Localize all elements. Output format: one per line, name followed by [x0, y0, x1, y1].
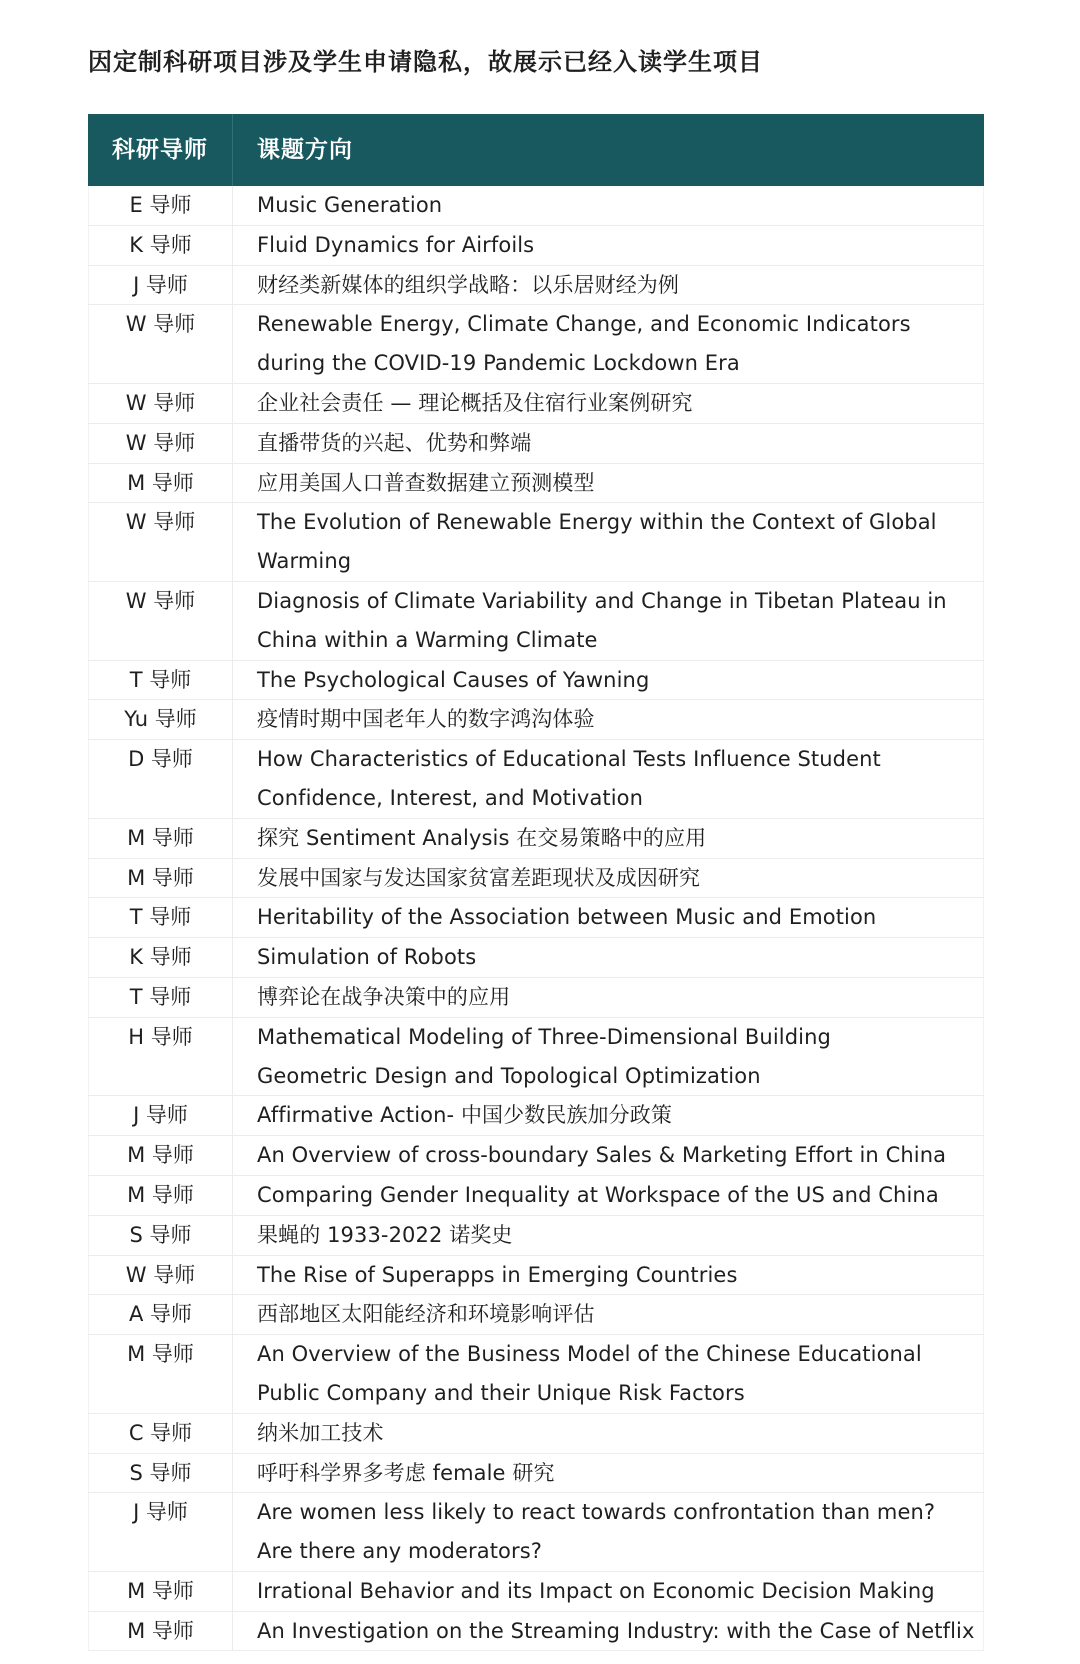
advisor-cell: M 导师 — [88, 1612, 233, 1651]
topic-cell: 果蝇的 1933-2022 诺奖史 — [233, 1216, 984, 1255]
advisor-cell: T 导师 — [88, 661, 233, 700]
table-row — [88, 1335, 984, 1414]
advisor-cell: M 导师 — [88, 1335, 233, 1413]
table-row — [88, 938, 984, 978]
table-row — [88, 1216, 984, 1256]
advisor-cell: K 导师 — [88, 938, 233, 977]
topic-cell: How Characteristics of Educational Tests Influence Student Confidence, Interest, and Motivation — [233, 740, 984, 818]
table-row — [88, 1414, 984, 1454]
advisor-cell: D 导师 — [88, 740, 233, 818]
topic-cell: 西部地区太阳能经济和环境影响评估 — [233, 1295, 984, 1334]
table-row — [88, 266, 984, 306]
table-row — [88, 661, 984, 701]
table-row — [88, 819, 984, 859]
table-row — [88, 503, 984, 582]
table-row — [88, 1018, 984, 1097]
topic-cell: The Rise of Superapps in Emerging Countries — [233, 1256, 984, 1295]
topic-cell: Affirmative Action- 中国少数民族加分政策 — [233, 1096, 984, 1135]
table-row — [88, 1493, 984, 1572]
table-row — [88, 582, 984, 661]
table-row — [88, 898, 984, 938]
table-row — [88, 384, 984, 424]
header-advisor: 科研导师 — [88, 114, 233, 186]
table-row — [88, 978, 984, 1018]
topic-cell: Renewable Energy, Climate Change, and Economic Indicators during the COVID-19 Pandemic Lockdown Era — [233, 305, 984, 383]
table-row — [88, 305, 984, 384]
advisor-cell: W 导师 — [88, 503, 233, 581]
advisor-cell: S 导师 — [88, 1454, 233, 1493]
advisor-cell: T 导师 — [88, 978, 233, 1017]
topic-cell: 呼吁科学界多考虑 female 研究 — [233, 1454, 984, 1493]
table-row — [88, 1572, 984, 1612]
topic-cell: An Overview of cross-boundary Sales & Marketing Effort in China — [233, 1136, 984, 1175]
table-row — [88, 464, 984, 504]
advisor-cell: M 导师 — [88, 1572, 233, 1611]
research-projects-table — [88, 114, 984, 1651]
topic-cell: An Overview of the Business Model of the Chinese Educational Public Company and their Unique Risk Factors — [233, 1335, 984, 1413]
topic-cell: Heritability of the Association between Music and Emotion — [233, 898, 984, 937]
topic-cell: The Psychological Causes of Yawning — [233, 661, 984, 700]
advisor-cell: S 导师 — [88, 1216, 233, 1255]
advisor-cell: H 导师 — [88, 1018, 233, 1096]
topic-cell: 应用美国人口普查数据建立预测模型 — [233, 464, 984, 503]
topic-cell: 疫情时期中国老年人的数字鸿沟体验 — [233, 700, 984, 739]
topic-cell: Mathematical Modeling of Three-Dimensional Building Geometric Design and Topological Optimization — [233, 1018, 984, 1096]
table-row — [88, 740, 984, 819]
advisor-cell: M 导师 — [88, 1176, 233, 1215]
table-header — [88, 114, 984, 186]
topic-cell: 探究 Sentiment Analysis 在交易策略中的应用 — [233, 819, 984, 858]
advisor-cell: C 导师 — [88, 1414, 233, 1453]
advisor-cell: W 导师 — [88, 305, 233, 383]
topic-cell: An Investigation on the Streaming Industry: with the Case of Netflix — [233, 1612, 984, 1651]
table-body — [88, 186, 984, 1651]
table-row — [88, 700, 984, 740]
table-row — [88, 1136, 984, 1176]
topic-cell: 企业社会责任 — 理论概括及住宿行业案例研究 — [233, 384, 984, 423]
topic-cell: 博弈论在战争决策中的应用 — [233, 978, 984, 1017]
topic-cell: 直播带货的兴起、优势和弊端 — [233, 424, 984, 463]
advisor-cell: J 导师 — [88, 1096, 233, 1135]
advisor-cell: T 导师 — [88, 898, 233, 937]
advisor-cell: W 导师 — [88, 1256, 233, 1295]
topic-cell: Simulation of Robots — [233, 938, 984, 977]
advisor-cell: A 导师 — [88, 1295, 233, 1334]
advisor-cell: E 导师 — [88, 186, 233, 225]
table-row — [88, 1454, 984, 1494]
table-row — [88, 1256, 984, 1296]
table-row — [88, 1176, 984, 1216]
table-row — [88, 186, 984, 226]
topic-cell: Comparing Gender Inequality at Workspace of the US and China — [233, 1176, 984, 1215]
advisor-cell: J 导师 — [88, 1493, 233, 1571]
table-row — [88, 1612, 984, 1652]
advisor-cell: M 导师 — [88, 819, 233, 858]
advisor-cell: W 导师 — [88, 384, 233, 423]
topic-cell: Diagnosis of Climate Variability and Change in Tibetan Plateau in China within a Warming Climate — [233, 582, 984, 660]
table-row — [88, 1295, 984, 1335]
advisor-cell: M 导师 — [88, 464, 233, 503]
advisor-cell: K 导师 — [88, 226, 233, 265]
topic-cell: Music Generation — [233, 186, 984, 225]
table-row — [88, 1096, 984, 1136]
advisor-cell: M 导师 — [88, 1136, 233, 1175]
advisor-cell: W 导师 — [88, 424, 233, 463]
topic-cell: Fluid Dynamics for Airfoils — [233, 226, 984, 265]
table-row — [88, 424, 984, 464]
table-row — [88, 226, 984, 266]
page-title: 因定制科研项目涉及学生申请隐私，故展示已经入读学生项目 — [88, 48, 763, 76]
topic-cell: The Evolution of Renewable Energy within the Context of Global Warming — [233, 503, 984, 581]
topic-cell: Are women less likely to react towards confrontation than men? Are there any moderators? — [233, 1493, 984, 1571]
topic-cell: 发展中国家与发达国家贫富差距现状及成因研究 — [233, 859, 984, 898]
advisor-cell: W 导师 — [88, 582, 233, 660]
topic-cell: 纳米加工技术 — [233, 1414, 984, 1453]
advisor-cell: J 导师 — [88, 266, 233, 305]
topic-cell: 财经类新媒体的组织学战略：以乐居财经为例 — [233, 266, 984, 305]
topic-cell: Irrational Behavior and its Impact on Economic Decision Making — [233, 1572, 984, 1611]
advisor-cell: Yu 导师 — [88, 700, 233, 739]
advisor-cell: M 导师 — [88, 859, 233, 898]
table-row — [88, 859, 984, 899]
header-topic: 课题方向 — [257, 137, 353, 163]
